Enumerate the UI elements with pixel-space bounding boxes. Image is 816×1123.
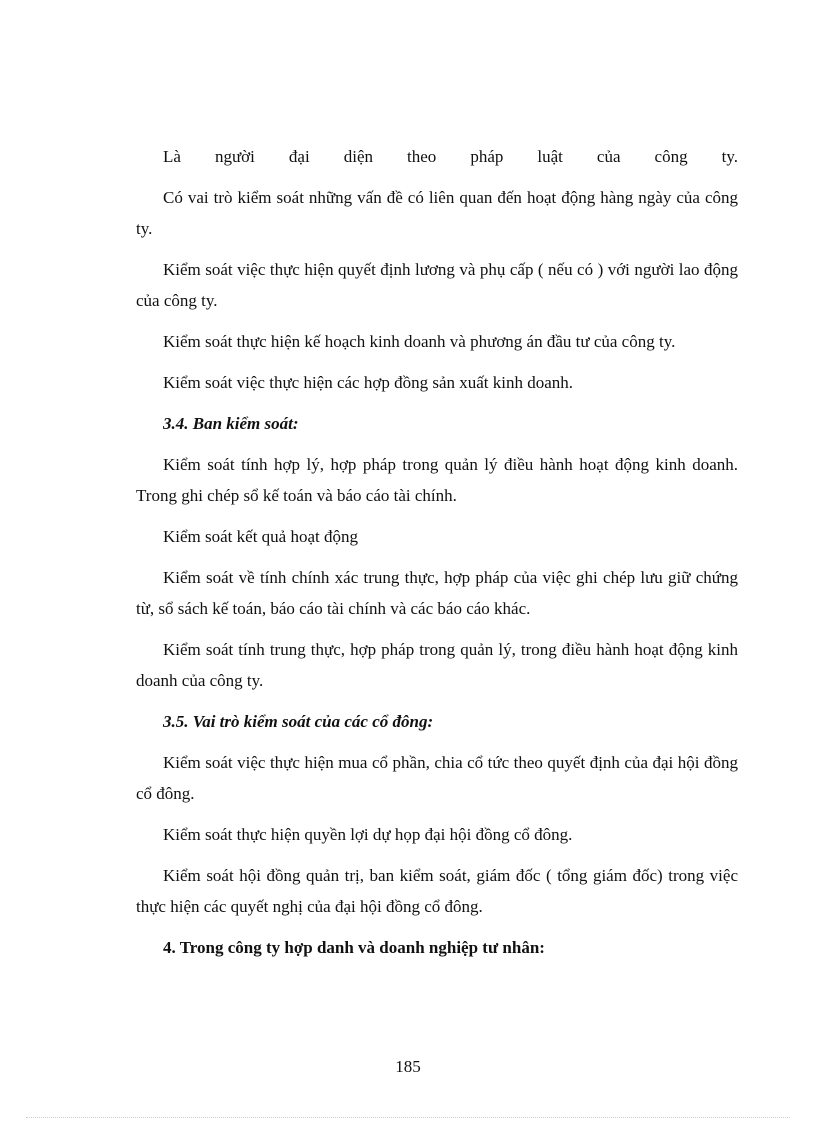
- paragraph: Kiểm soát về tính chính xác trung thực, hợp pháp của việc ghi chép lưu giữ chứng từ, sổ sách kế toán, báo cáo tài chính và các báo cáo khác.: [136, 568, 738, 618]
- paragraph: Kiểm soát thực hiện quyền lợi dự họp đại hội đồng cổ đông.: [163, 825, 573, 844]
- paragraph: Kiểm soát thực hiện kế hoạch kinh doanh và phương án đầu tư của công ty.: [163, 332, 676, 351]
- paragraph: Kiểm soát việc thực hiện các hợp đồng sản xuất kinh doanh.: [163, 373, 574, 392]
- paragraph: Kiểm soát tính hợp lý, hợp pháp trong quản lý điều hành hoạt động kinh doanh. Trong ghi chép sổ kế toán và báo cáo tài chính.: [136, 455, 738, 505]
- page-content: [136, 141, 738, 963]
- page-number: 185: [395, 1057, 421, 1076]
- paragraph: Kiểm soát tính trung thực, hợp pháp trong quản lý, trong điều hành hoạt động kinh doanh của công ty.: [136, 640, 738, 690]
- section-heading-3-4: 3.4. Ban kiểm soát:: [163, 414, 299, 433]
- paragraph: Là người đại diện theo pháp luật của công ty.: [163, 147, 738, 166]
- paragraph: Kiểm soát hội đồng quản trị, ban kiểm soát, giám đốc ( tổng giám đốc) trong việc thực hiện các quyết nghị của đại hội đồng cổ đông.: [136, 866, 738, 916]
- section-heading-3-5: 3.5. Vai trò kiểm soát của các cổ đông:: [163, 712, 434, 731]
- section-heading-4: 4. Trong công ty hợp danh và doanh nghiệp tư nhân:: [163, 938, 545, 957]
- paragraph: Kiểm soát việc thực hiện mua cổ phần, chia cổ tức theo quyết định của đại hội đồng cổ đông.: [136, 753, 738, 803]
- paragraph: Có vai trò kiểm soát những vấn đề có liên quan đến hoạt động hàng ngày của công ty.: [136, 188, 738, 238]
- paragraph: Kiểm soát việc thực hiện quyết định lương và phụ cấp ( nếu có ) với người lao động của công ty.: [136, 260, 738, 310]
- paragraph: Kiểm soát kết quả hoạt động: [163, 527, 358, 546]
- bottom-divider: [26, 1117, 790, 1118]
